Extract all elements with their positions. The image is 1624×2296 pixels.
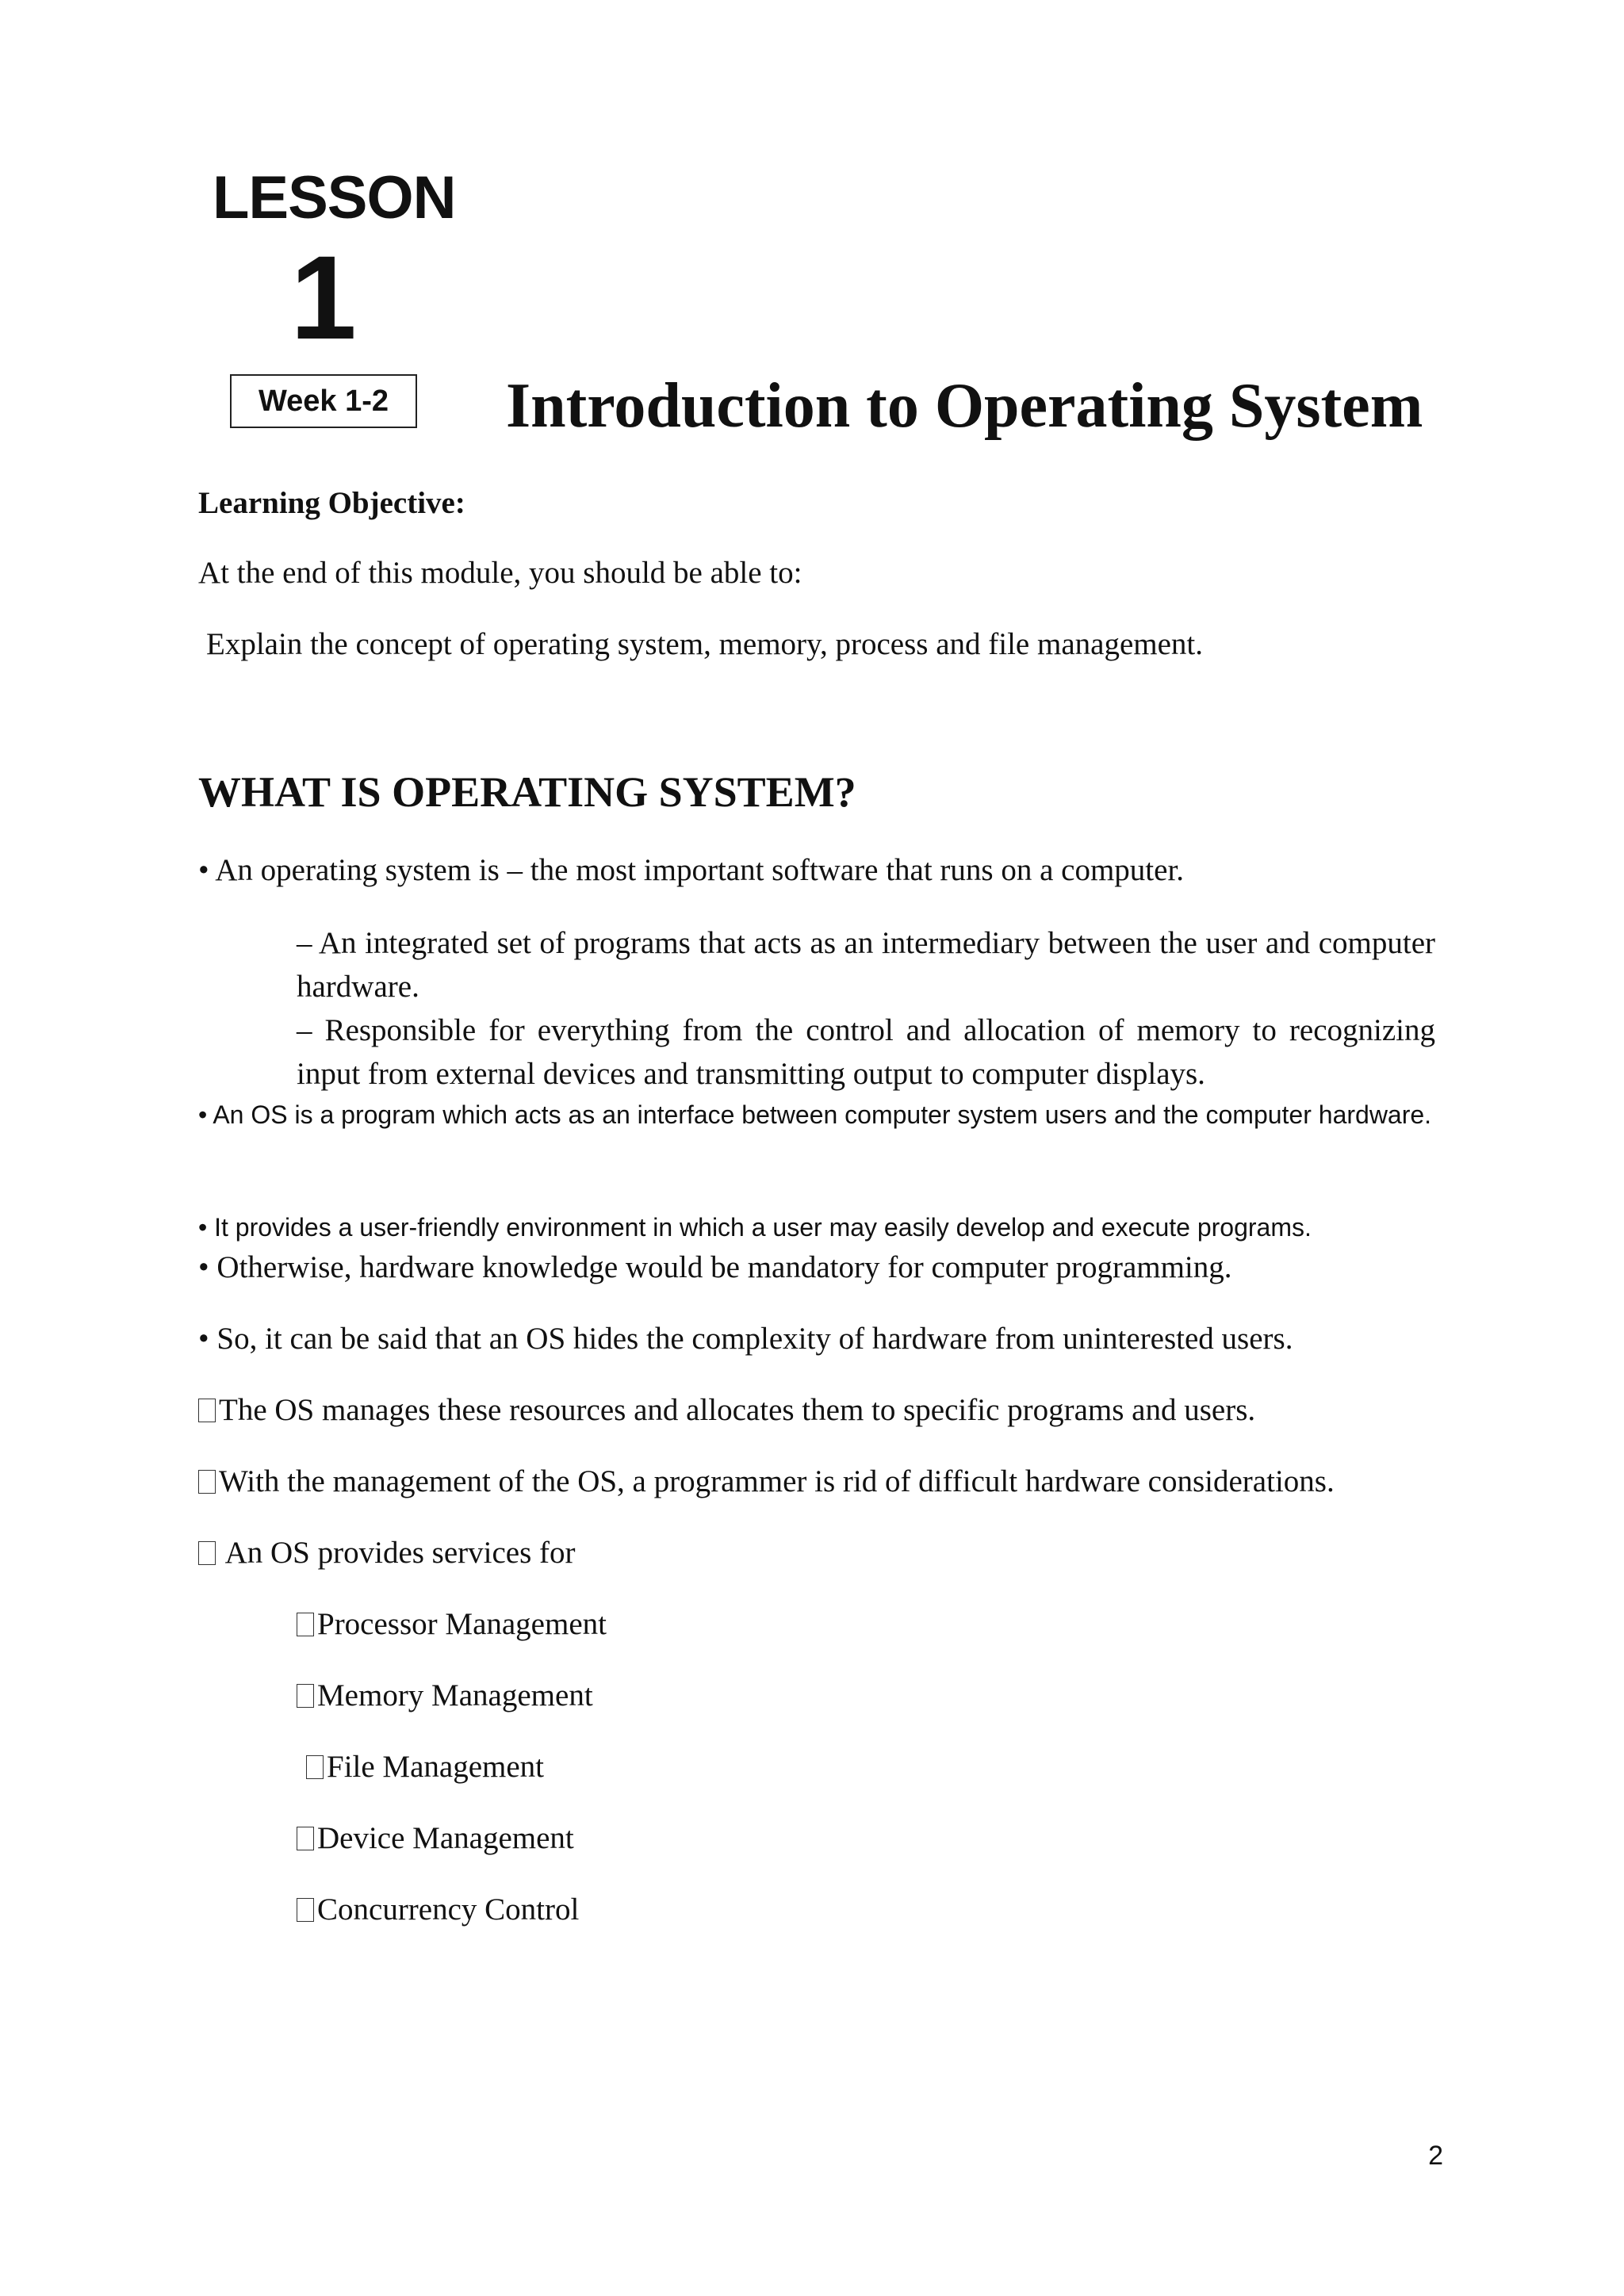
service-item-label: Concurrency Control xyxy=(317,1892,580,1927)
service-item xyxy=(297,1892,579,1927)
bullet-paragraph: • An operating system is – the most important software that runs on a computer. xyxy=(198,853,1185,887)
learning-objective-intro: At the end of this module, you should be able to: xyxy=(198,556,802,590)
missing-glyph-icon xyxy=(198,1541,216,1565)
page-title: Introduction to Operating System xyxy=(506,371,1423,441)
service-item xyxy=(297,1678,593,1713)
bullet-paragraph: • An OS is a program which acts as an interface between computer system users and the computer hardware. xyxy=(198,1100,1432,1129)
sub-bullet-paragraph: – Responsible for everything from the control and allocation of memory to recognizing input from external devices and transmitting output to computer displays. xyxy=(297,1013,1435,1091)
bullet-paragraph: • So, it can be said that an OS hides the complexity of hardware from uninterested users. xyxy=(198,1322,1293,1356)
sub-bullet-paragraph: – An integrated set of programs that acts as an intermediary between the user and computer hardware. xyxy=(297,926,1435,1004)
service-item-label: Memory Management xyxy=(317,1678,593,1712)
section-heading: WHAT IS OPERATING SYSTEM? xyxy=(198,768,856,816)
service-item-label: Device Management xyxy=(317,1821,574,1855)
missing-glyph-icon xyxy=(198,1470,216,1494)
missing-glyph-icon xyxy=(297,1827,314,1850)
resource-paragraph-text: An OS provides services for xyxy=(219,1536,576,1570)
learning-objective-item: Explain the concept of operating system, memory, process and file management. xyxy=(206,627,1203,661)
learning-objective-heading: Learning Objective: xyxy=(198,486,465,520)
service-item xyxy=(306,1749,544,1785)
bullet-paragraph: • It provides a user-friendly environment in which a user may easily develop and execute programs. xyxy=(198,1213,1312,1242)
missing-glyph-icon xyxy=(306,1755,324,1779)
missing-glyph-icon xyxy=(297,1684,314,1708)
service-item-label: File Management xyxy=(327,1750,545,1784)
bullet-paragraph: • Otherwise, hardware knowledge would be mandatory for computer programming. xyxy=(198,1250,1232,1284)
resource-paragraph xyxy=(198,1464,1335,1501)
missing-glyph-icon xyxy=(198,1399,216,1422)
service-item xyxy=(297,1820,574,1856)
resource-paragraph xyxy=(198,1535,576,1572)
resource-paragraph-text: With the management of the OS, a programmer is rid of difficult hardware considerations. xyxy=(219,1464,1335,1498)
page-number: 2 xyxy=(1428,2141,1443,2171)
week-badge-label: Week 1-2 xyxy=(258,384,389,418)
resource-paragraph xyxy=(198,1392,1255,1429)
lesson-label: LESSON xyxy=(213,164,456,232)
service-item xyxy=(297,1606,607,1642)
week-badge xyxy=(230,374,417,428)
missing-glyph-icon xyxy=(297,1898,314,1922)
missing-glyph-icon xyxy=(297,1613,314,1636)
service-item-label: Processor Management xyxy=(317,1607,607,1641)
lesson-number: 1 xyxy=(290,231,357,364)
resource-paragraph-text: The OS manages these resources and allocates them to specific programs and users. xyxy=(219,1393,1256,1427)
